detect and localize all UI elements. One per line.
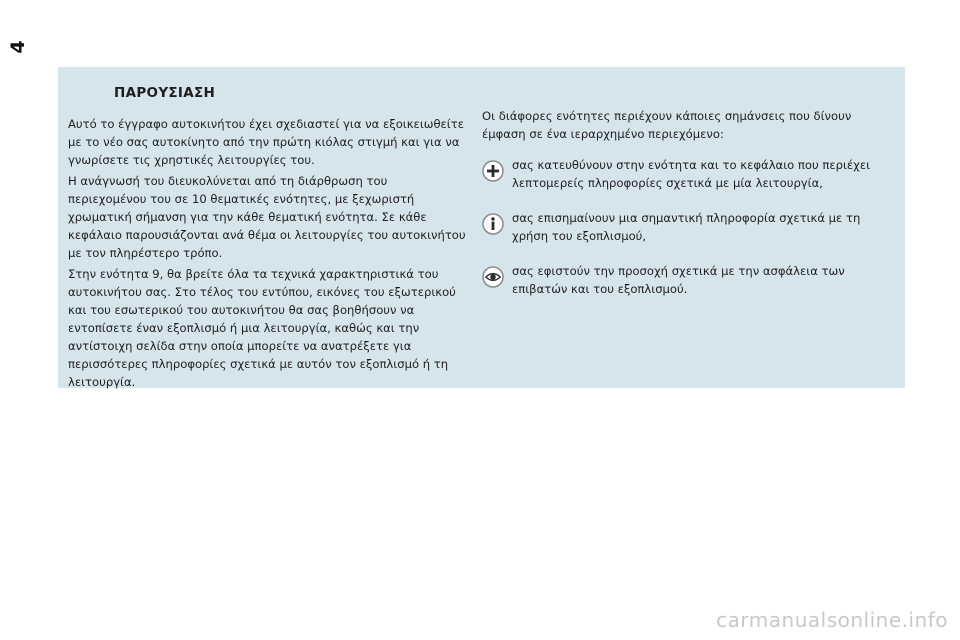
info-icon <box>482 213 504 235</box>
legend-item-safety <box>482 262 892 298</box>
watermark: carmanualsonline.info <box>716 608 948 632</box>
legend-intro: Οι διάφορες ενότητες περιέχουν κάποιες σημάνσεις που δίνουν έμφαση σε ένα ιεραρχημένο περιεχόμενο: <box>482 109 852 141</box>
section-title: ΠΑΡΟΥΣΙΑΣΗ <box>114 85 216 101</box>
presentation-panel <box>58 67 905 388</box>
intro-text <box>68 115 468 394</box>
legend-item-information <box>482 209 892 245</box>
plus-icon <box>482 160 504 182</box>
paragraph-structure: Η ανάγνωσή του διευκολύνεται από τη διάρθρωση του περιεχομένου του σε 10 θεματικές ενότητες, με ξεχωριστή χρωματική σήμανση για την κάθε θεματική ενότητα. Σε κάθε κεφάλαιο παρουσιάζονται ανά θέμα οι λειτουργίες του αυτοκινήτου με τον πληρέστερο τρόπο. <box>68 174 466 260</box>
paragraph-section-9: Στην ενότητα 9, θα βρείτε όλα τα τεχνικά χαρακτηριστικά του αυτοκινήτου σας. Στο τέλος του εντύπου, εικόνες του εξωτερικού και του εσωτερικού του αυτοκινήτου θα σας βοηθήσουν να εντοπίσετε έναν εξοπλισμό ή μια λειτουργία, καθώς και την αντίστοιχη σελίδα στην οποία μπορείτε να ανατρέξετε για περισσότερες πληροφορίες σχετικά με αυτόν τον εξοπλισμό ή τη λειτουργία. <box>68 267 456 389</box>
paragraph-intro: Αυτό το έγγραφο αυτοκινήτου έχει σχεδιαστεί για να εξοικειωθείτε με το νέο σας αυτοκίνητο από την πρώτη κιόλας στιγμή και για να γνωρίσετε τις χρηστικές λειτουργίες του. <box>68 117 464 167</box>
page-number: 4 <box>7 40 29 54</box>
legend-text-safety: σας εφιστούν την προσοχή σχετικά με την ασφάλεια των επιβατών και του εξοπλισμού. <box>512 264 845 296</box>
legend-item-cross-reference <box>482 156 892 192</box>
legend <box>482 107 892 315</box>
eye-icon <box>482 266 504 288</box>
legend-text-information: σας επισημαίνουν μια σημαντική πληροφορία σχετικά με τη χρήση του εξοπλισμού, <box>512 211 861 243</box>
legend-text-cross-reference: σας κατευθύνουν στην ενότητα και το κεφάλαιο που περιέχει λεπτομερείς πληροφορίες σχετικά με μία λειτουργία, <box>512 158 871 190</box>
